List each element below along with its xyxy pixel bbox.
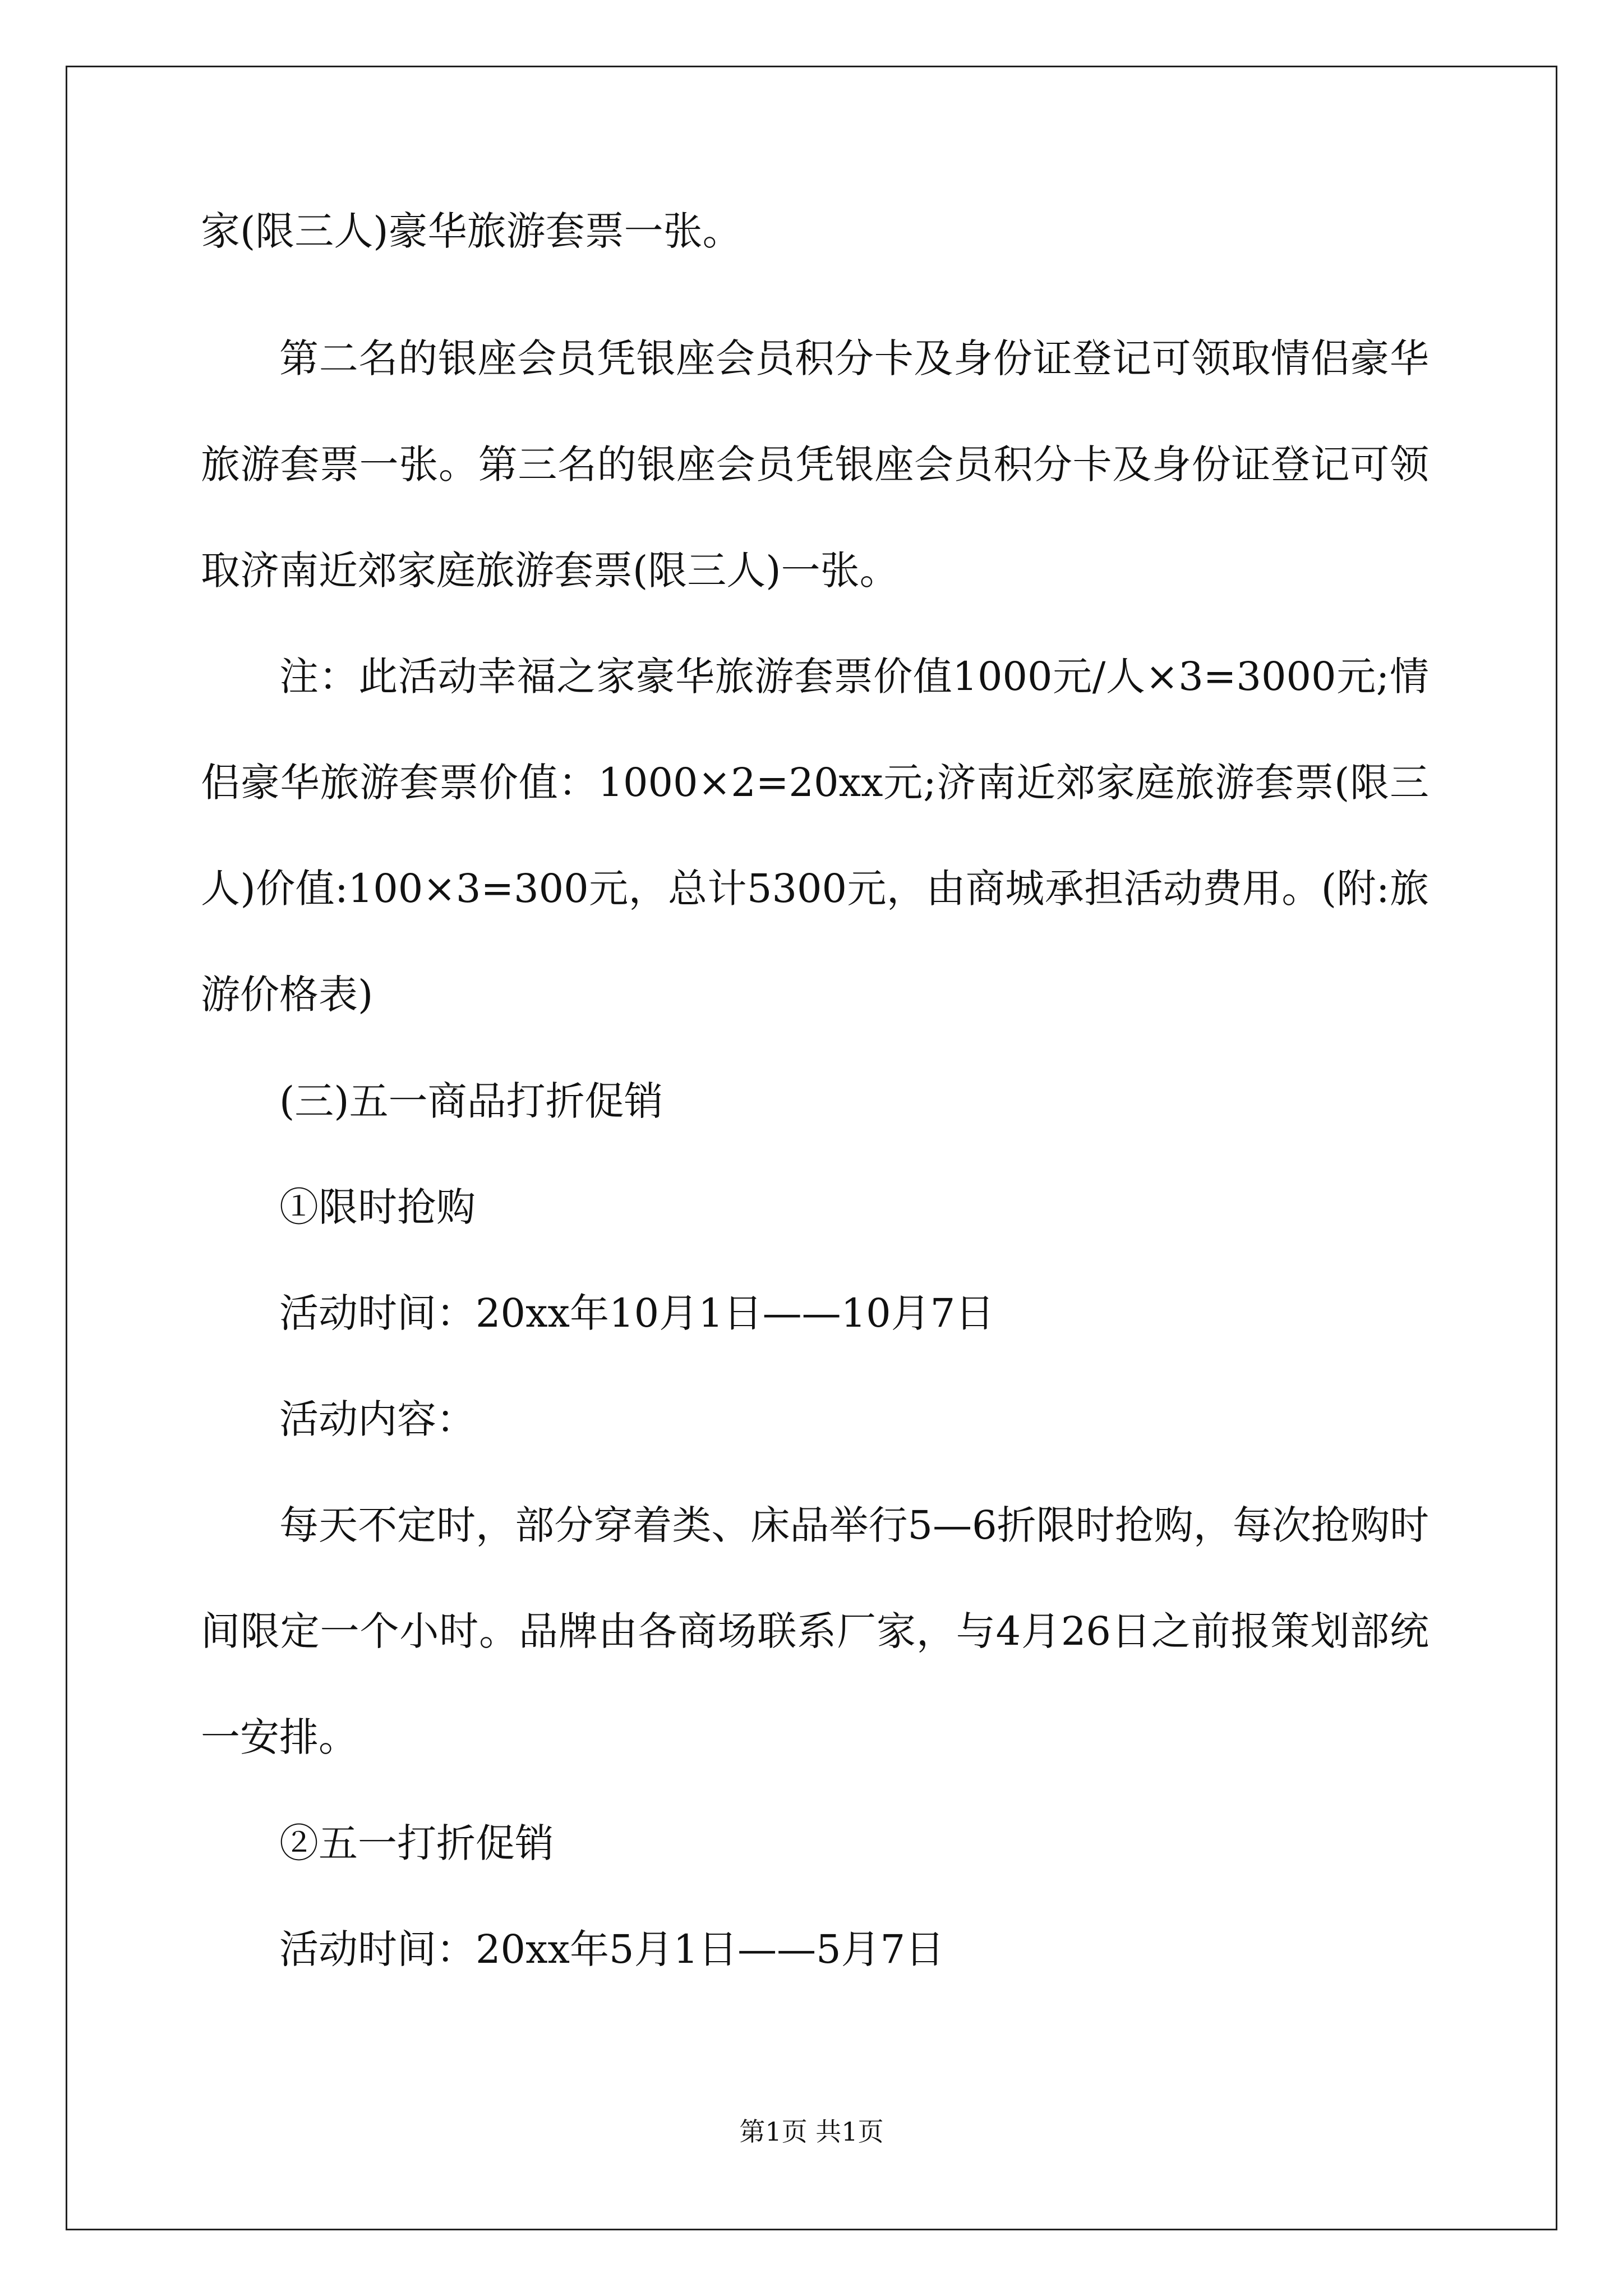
page-footer: 第1页 共1页: [739, 2116, 884, 2147]
paragraph-1: 家(限三人)豪华旅游套票一张。: [201, 208, 742, 254]
paragraph-2: 第二名的银座会员凭银座会员积分卡及身份证登记可领取情侣豪华旅游套票一张。第三名的银座会员凭银座会员积分卡及身份证登记可领取济南近郊家庭旅游套票(限三人)一张。: [201, 335, 1429, 593]
activity-content-label: 活动内容：: [279, 1396, 476, 1442]
activity-content-text: 每天不定时，部分穿着类、床品举行5—6折限时抢购，每次抢购时间限定一个小时。品牌由各商场联系厂家，与4月26日之前报策划部统一安排。: [201, 1502, 1429, 1760]
activity-time-2: 活动时间：20xx年5月1日——5月7日: [279, 1926, 945, 1972]
section-heading: (三)五一商品打折促销: [279, 1078, 663, 1124]
subheading-discount: ②五一打折促销: [279, 1820, 554, 1866]
activity-time-1: 活动时间：20xx年10月1日——10月7日: [279, 1290, 995, 1336]
paragraph-3: 注：此活动幸福之家豪华旅游套票价值1000元/人×3=3000元;情侣豪华旅游套票价值：1000×2=20xx元;济南近郊家庭旅游套票(限三人)价值:100×3=300元，总计5300元，由商城承担活动费用。(附:旅游价格表): [201, 654, 1429, 1018]
subheading-flash-sale: ①限时抢购: [279, 1184, 476, 1230]
